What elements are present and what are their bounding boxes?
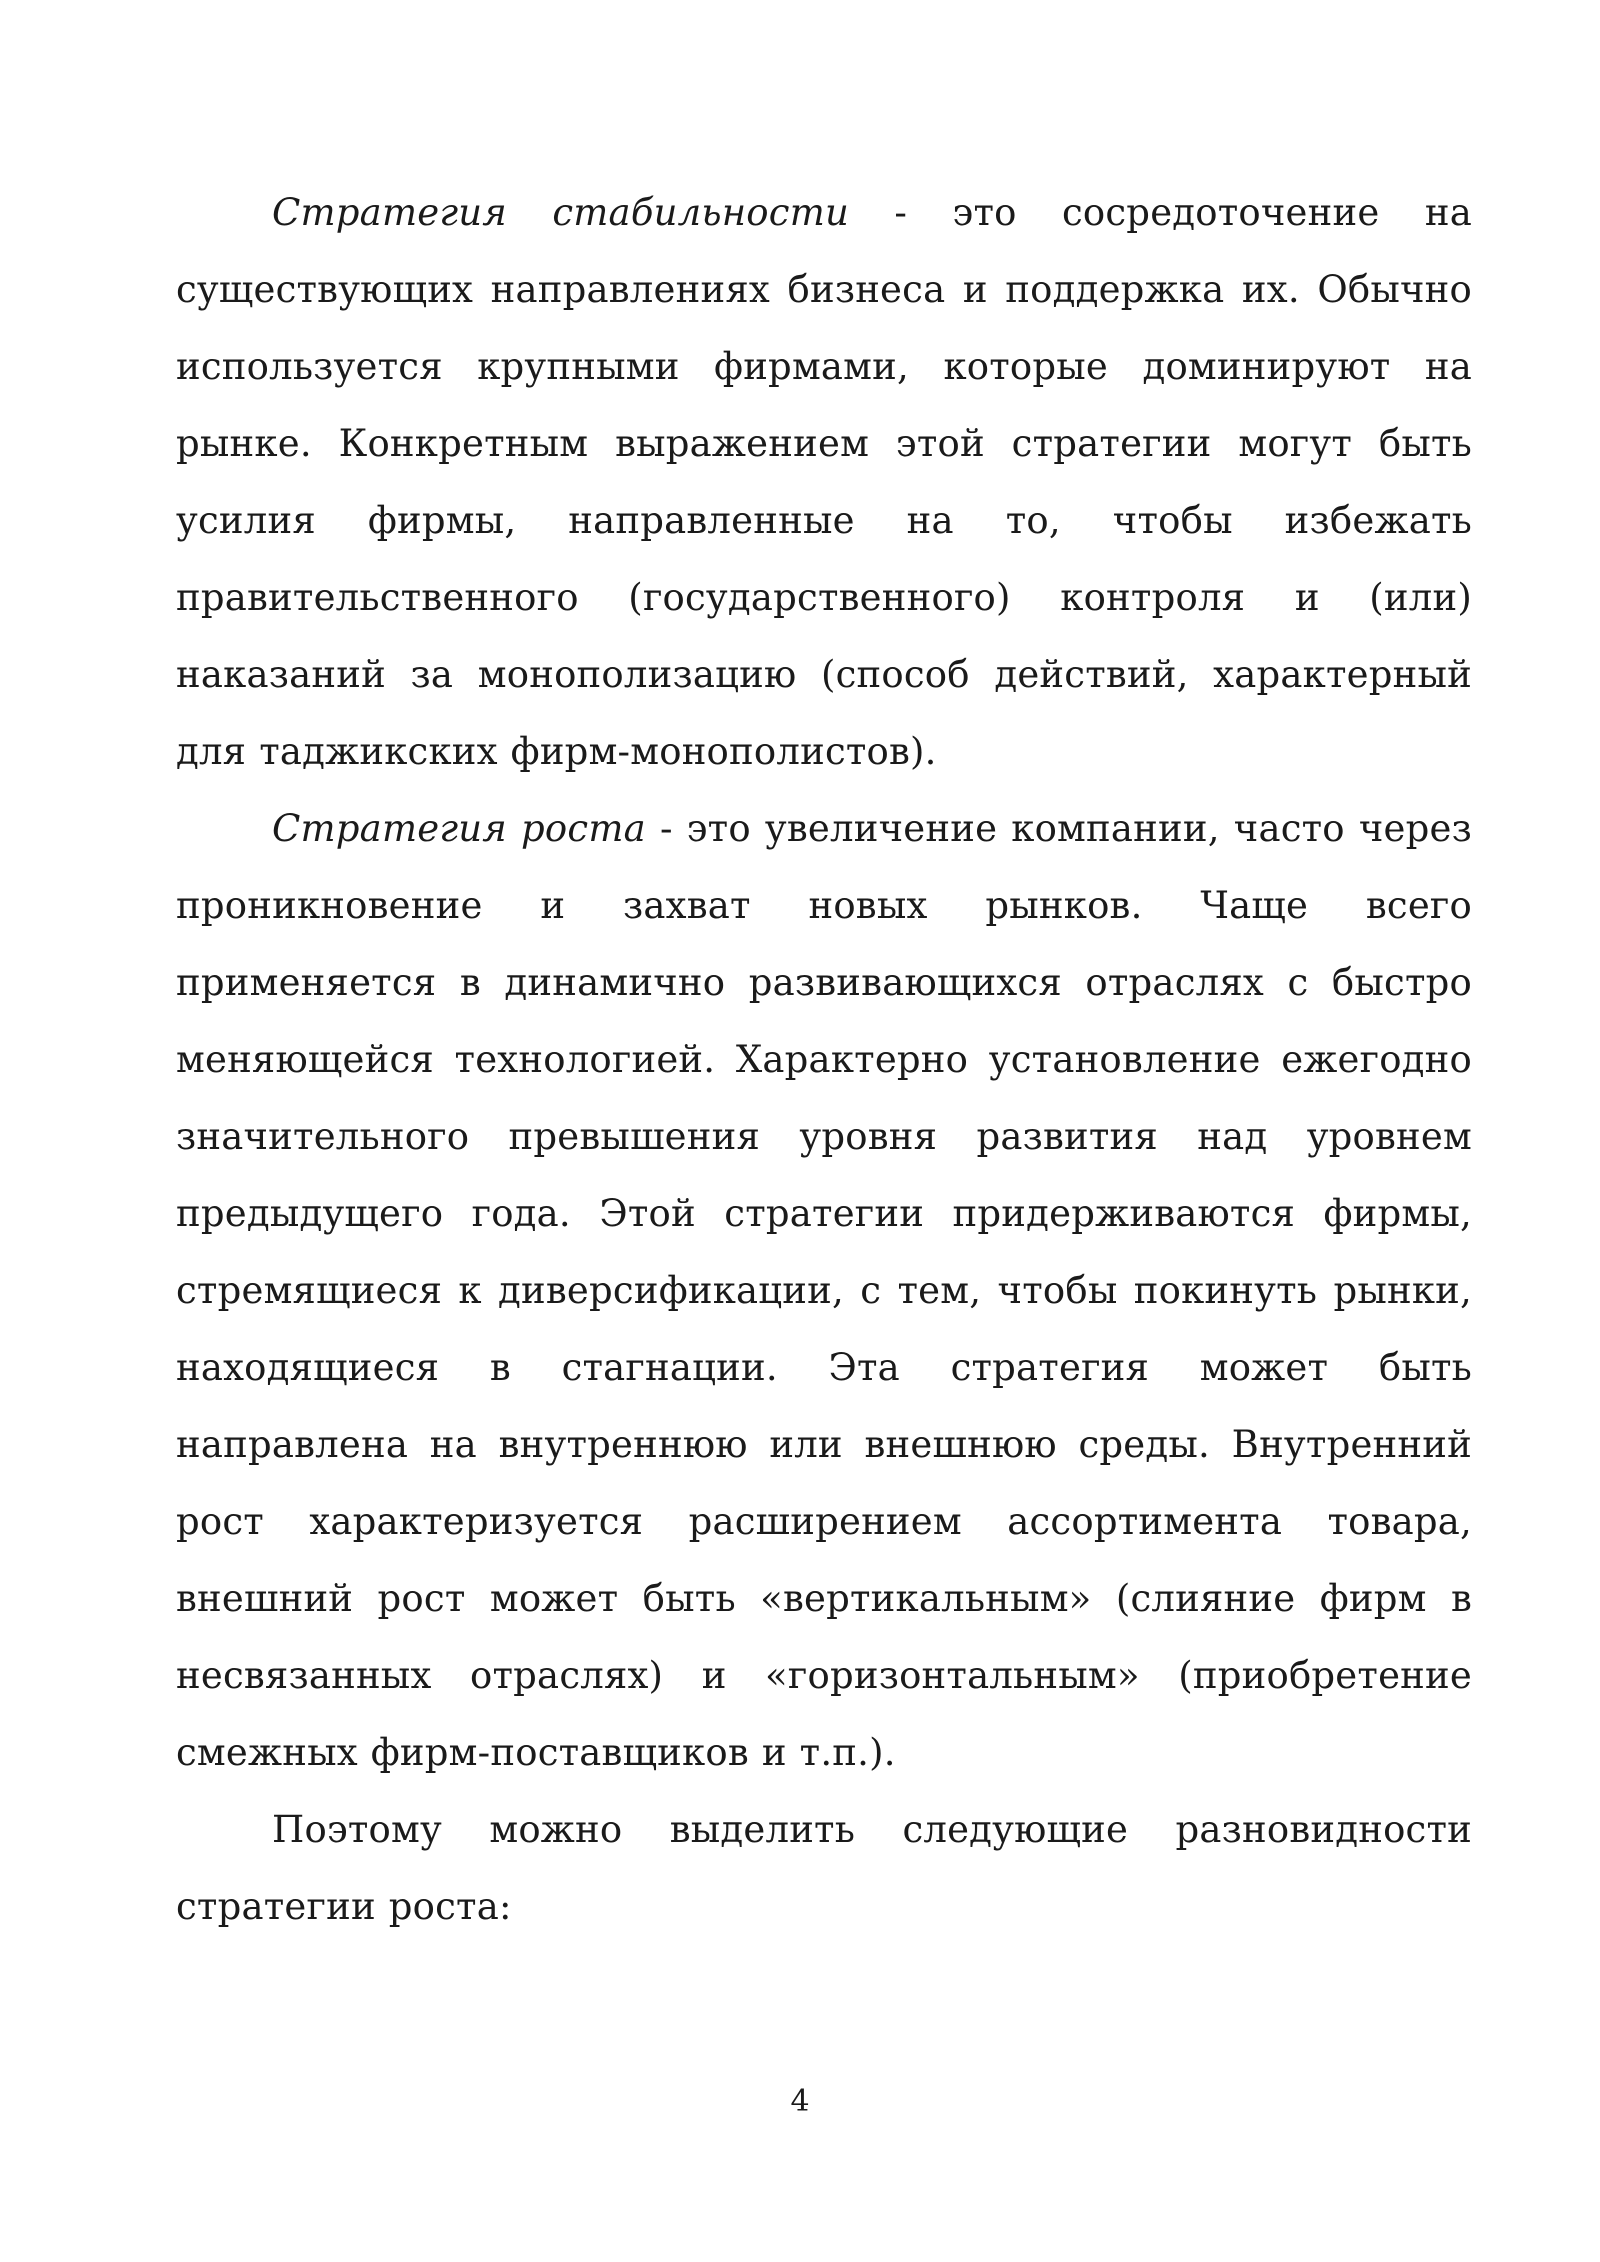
paragraph-text: - это увеличение компании, часто через проникновение и захват новых рынков. Чаще всего применяется в динамично развивающихся отраслях с быстро меняющейся технологией. Характерно установление ежегодно значительного превышения уровня развития над уровнем предыдущего года. Этой стратегии придерживаются фирмы, стремящиеся к диверсификации, с тем, чтобы покинуть рынки, находящиеся в стагнации. Эта стратегия может быть направлена на внутреннюю или внешнюю среды. Внутренний рост характеризуется расширением ассортимента товара, внешний рост может быть «вертикальным» (слияние фирм в несвязанных отраслях) и «горизонтальным» (приобретение смежных фирм-поставщиков и т.п.). [176,807,1472,1774]
paragraph-growth-strategy [176,790,1472,1791]
term-stability-strategy: Стратегия стабильности [272,191,850,234]
page-number: 4 [790,2084,810,2119]
document-body [176,174,1472,1945]
paragraph-growth-varieties [176,1791,1472,1945]
paragraph-text: Поэтому можно выделить следующие разновидности стратегии роста: [176,1808,1472,1928]
paragraph-stability-strategy [176,174,1472,790]
paragraph-text: - это сосредоточение на существующих направлениях бизнеса и поддержка их. Обычно используется крупными фирмами, которые доминируют на рынке. Конкретным выражением этой стратегии могут быть усилия фирмы, направленные на то, чтобы избежать правительственного (государственного) контроля и (или) наказаний за монополизацию (способ действий, характерный для таджикских фирм-монополистов). [176,191,1472,773]
term-growth-strategy: Стратегия роста [272,807,646,850]
